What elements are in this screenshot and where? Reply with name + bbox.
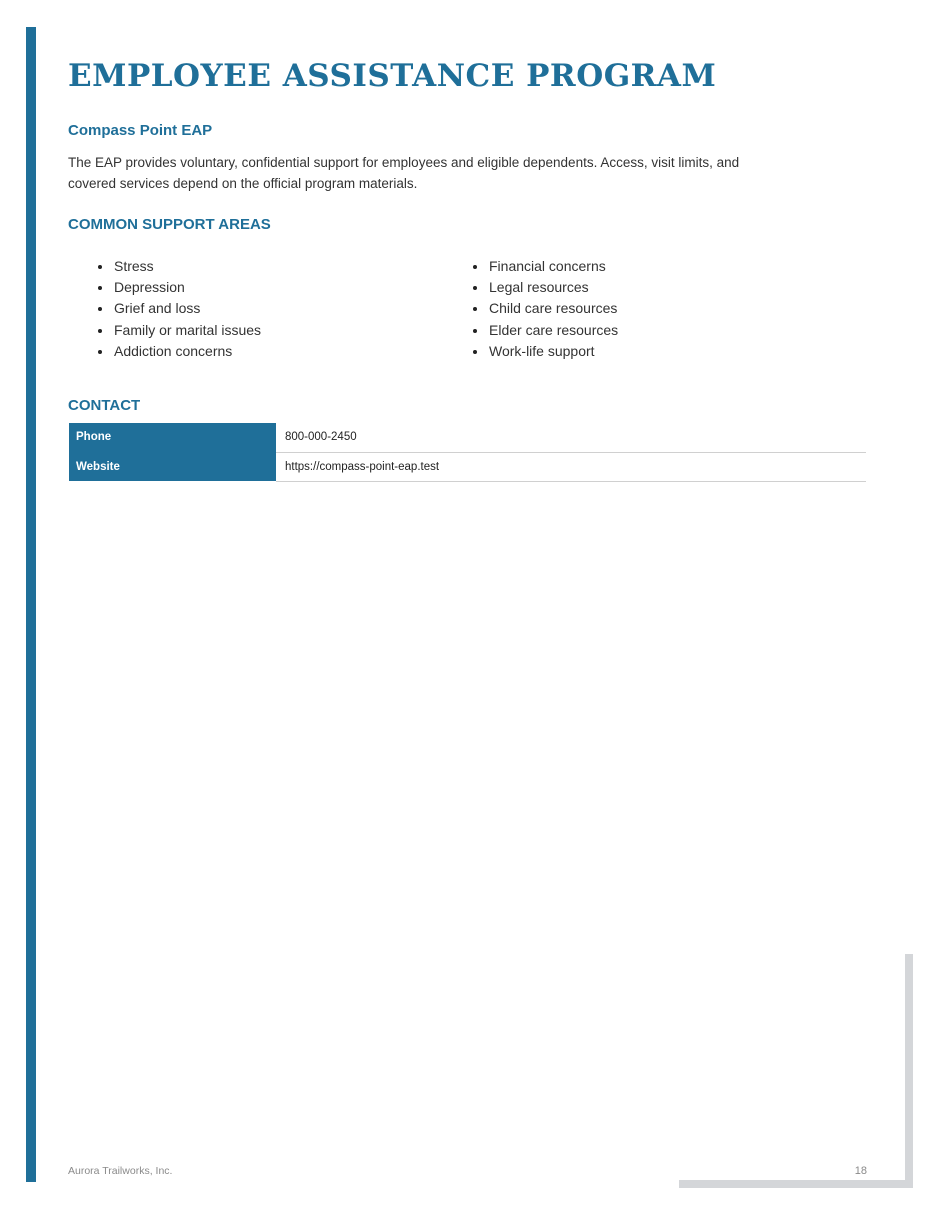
bullet-icon (473, 350, 477, 354)
corner-decoration-vertical (905, 954, 913, 1188)
support-areas-heading: COMMON SUPPORT AREAS (68, 216, 271, 233)
contact-heading: CONTACT (68, 397, 141, 414)
bullet-icon (98, 307, 102, 311)
list-item: Elder care resources (473, 320, 618, 341)
bullet-icon (473, 286, 477, 290)
table-row (69, 452, 866, 481)
bullet-icon (98, 350, 102, 354)
page-title: EMPLOYEE ASSISTANCE PROGRAM (68, 58, 717, 94)
list-item: Financial concerns (473, 256, 618, 277)
support-list-left (98, 256, 261, 362)
footer-company: Aurora Trailworks, Inc. (68, 1165, 173, 1177)
bullet-icon (473, 329, 477, 333)
list-item: Legal resources (473, 277, 618, 298)
page-number: 18 (854, 1165, 867, 1177)
corner-decoration-horizontal (679, 1180, 913, 1188)
table-row (69, 423, 866, 452)
bullet-icon (98, 286, 102, 290)
program-name: Compass Point EAP (68, 122, 213, 139)
support-list-right (473, 256, 618, 362)
list-item: Grief and loss (98, 298, 261, 319)
list-item: Work-life support (473, 341, 618, 362)
contact-table (69, 423, 866, 482)
list-item: Depression (98, 277, 261, 298)
list-item: Stress (98, 256, 261, 277)
list-item: Family or marital issues (98, 320, 261, 341)
website-value: https://compass-point-eap.test (276, 452, 866, 481)
bullet-icon (98, 265, 102, 269)
list-item: Child care resources (473, 298, 618, 319)
contact-label-phone: Phone (69, 423, 276, 452)
left-accent-bar (26, 27, 36, 1182)
phone-value: 800-000-2450 (276, 423, 866, 452)
bullet-icon (473, 307, 477, 311)
contact-label-website: Website (69, 452, 276, 481)
bullet-icon (98, 329, 102, 333)
intro-paragraph: The EAP provides voluntary, confidential support for employees and eligible dependents. Access, visit limits, and covered services depend on the official program materials. (68, 155, 740, 191)
bullet-icon (473, 265, 477, 269)
list-item: Addiction concerns (98, 341, 261, 362)
